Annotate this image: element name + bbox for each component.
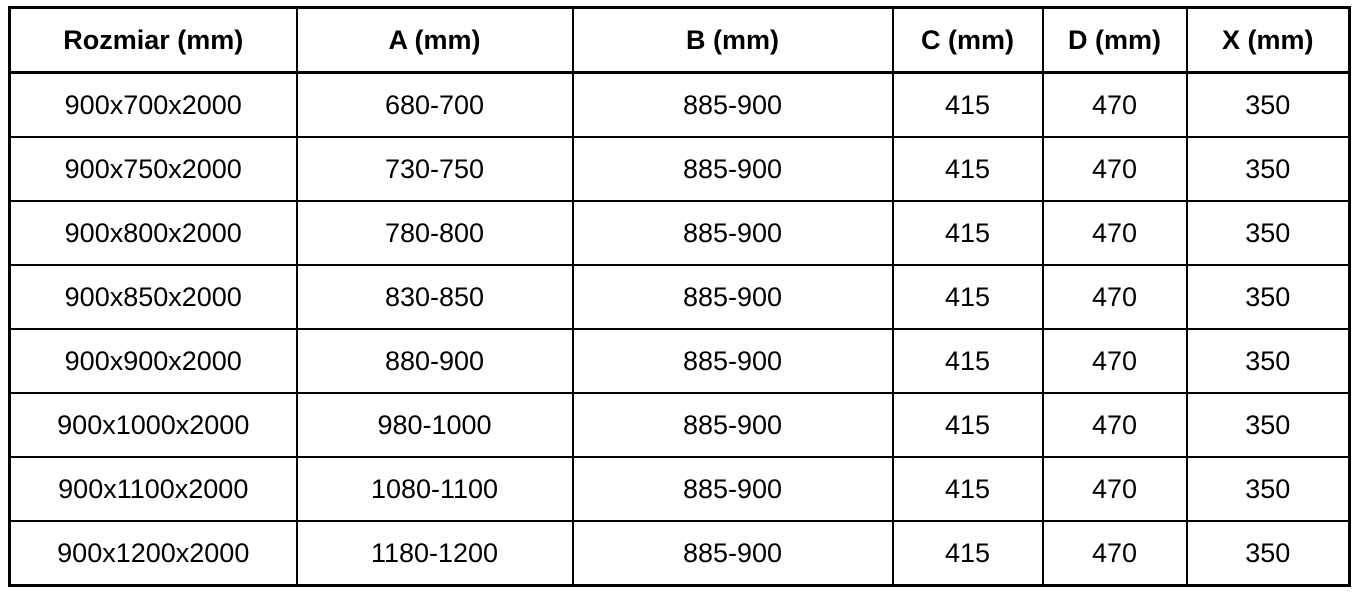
table-cell: 350 bbox=[1187, 201, 1350, 265]
table-cell: 350 bbox=[1187, 393, 1350, 457]
table-cell: 885-900 bbox=[573, 521, 893, 586]
table-cell: 470 bbox=[1043, 137, 1187, 201]
header-row bbox=[10, 8, 1350, 73]
table-cell: 415 bbox=[893, 457, 1043, 521]
column-header-b: B (mm) bbox=[573, 8, 893, 73]
table-cell: 350 bbox=[1187, 329, 1350, 393]
table-cell: 350 bbox=[1187, 265, 1350, 329]
table-header bbox=[10, 8, 1350, 73]
column-header-c: C (mm) bbox=[893, 8, 1043, 73]
table-cell: 885-900 bbox=[573, 201, 893, 265]
table-cell: 885-900 bbox=[573, 73, 893, 138]
table-cell: 900x900x2000 bbox=[10, 329, 297, 393]
table-cell: 470 bbox=[1043, 73, 1187, 138]
dimensions-table bbox=[8, 6, 1351, 587]
table-cell: 885-900 bbox=[573, 393, 893, 457]
table-cell: 980-1000 bbox=[297, 393, 573, 457]
table-cell: 885-900 bbox=[573, 457, 893, 521]
table-cell: 415 bbox=[893, 265, 1043, 329]
table-cell: 415 bbox=[893, 329, 1043, 393]
column-header-rozmiar: Rozmiar (mm) bbox=[10, 8, 297, 73]
table-cell: 900x1000x2000 bbox=[10, 393, 297, 457]
table-cell: 780-800 bbox=[297, 201, 573, 265]
table-cell: 900x850x2000 bbox=[10, 265, 297, 329]
table-cell: 900x1200x2000 bbox=[10, 521, 297, 586]
column-header-a: A (mm) bbox=[297, 8, 573, 73]
table-cell: 900x800x2000 bbox=[10, 201, 297, 265]
table-row bbox=[10, 393, 1350, 457]
table-row bbox=[10, 329, 1350, 393]
table-cell: 880-900 bbox=[297, 329, 573, 393]
column-header-d: D (mm) bbox=[1043, 8, 1187, 73]
table-cell: 885-900 bbox=[573, 329, 893, 393]
table-cell: 1180-1200 bbox=[297, 521, 573, 586]
table-row bbox=[10, 457, 1350, 521]
table-cell: 350 bbox=[1187, 73, 1350, 138]
table-cell: 415 bbox=[893, 73, 1043, 138]
table-cell: 470 bbox=[1043, 201, 1187, 265]
table-cell: 470 bbox=[1043, 457, 1187, 521]
table-row bbox=[10, 73, 1350, 138]
table-cell: 680-700 bbox=[297, 73, 573, 138]
table-cell: 470 bbox=[1043, 265, 1187, 329]
table-cell: 1080-1100 bbox=[297, 457, 573, 521]
table-cell: 415 bbox=[893, 137, 1043, 201]
table-cell: 415 bbox=[893, 521, 1043, 586]
table-cell: 350 bbox=[1187, 137, 1350, 201]
table-body bbox=[10, 73, 1350, 586]
table-cell: 470 bbox=[1043, 521, 1187, 586]
table-cell: 900x750x2000 bbox=[10, 137, 297, 201]
table-row bbox=[10, 201, 1350, 265]
table-cell: 900x700x2000 bbox=[10, 73, 297, 138]
table-row bbox=[10, 137, 1350, 201]
table-cell: 730-750 bbox=[297, 137, 573, 201]
table-cell: 470 bbox=[1043, 393, 1187, 457]
table-cell: 900x1100x2000 bbox=[10, 457, 297, 521]
table-cell: 350 bbox=[1187, 521, 1350, 586]
table-cell: 830-850 bbox=[297, 265, 573, 329]
table-cell: 415 bbox=[893, 393, 1043, 457]
table-row bbox=[10, 521, 1350, 586]
table-cell: 885-900 bbox=[573, 137, 893, 201]
table-cell: 885-900 bbox=[573, 265, 893, 329]
table-cell: 470 bbox=[1043, 329, 1187, 393]
table-cell: 415 bbox=[893, 201, 1043, 265]
table-row bbox=[10, 265, 1350, 329]
table-cell: 350 bbox=[1187, 457, 1350, 521]
column-header-x: X (mm) bbox=[1187, 8, 1350, 73]
